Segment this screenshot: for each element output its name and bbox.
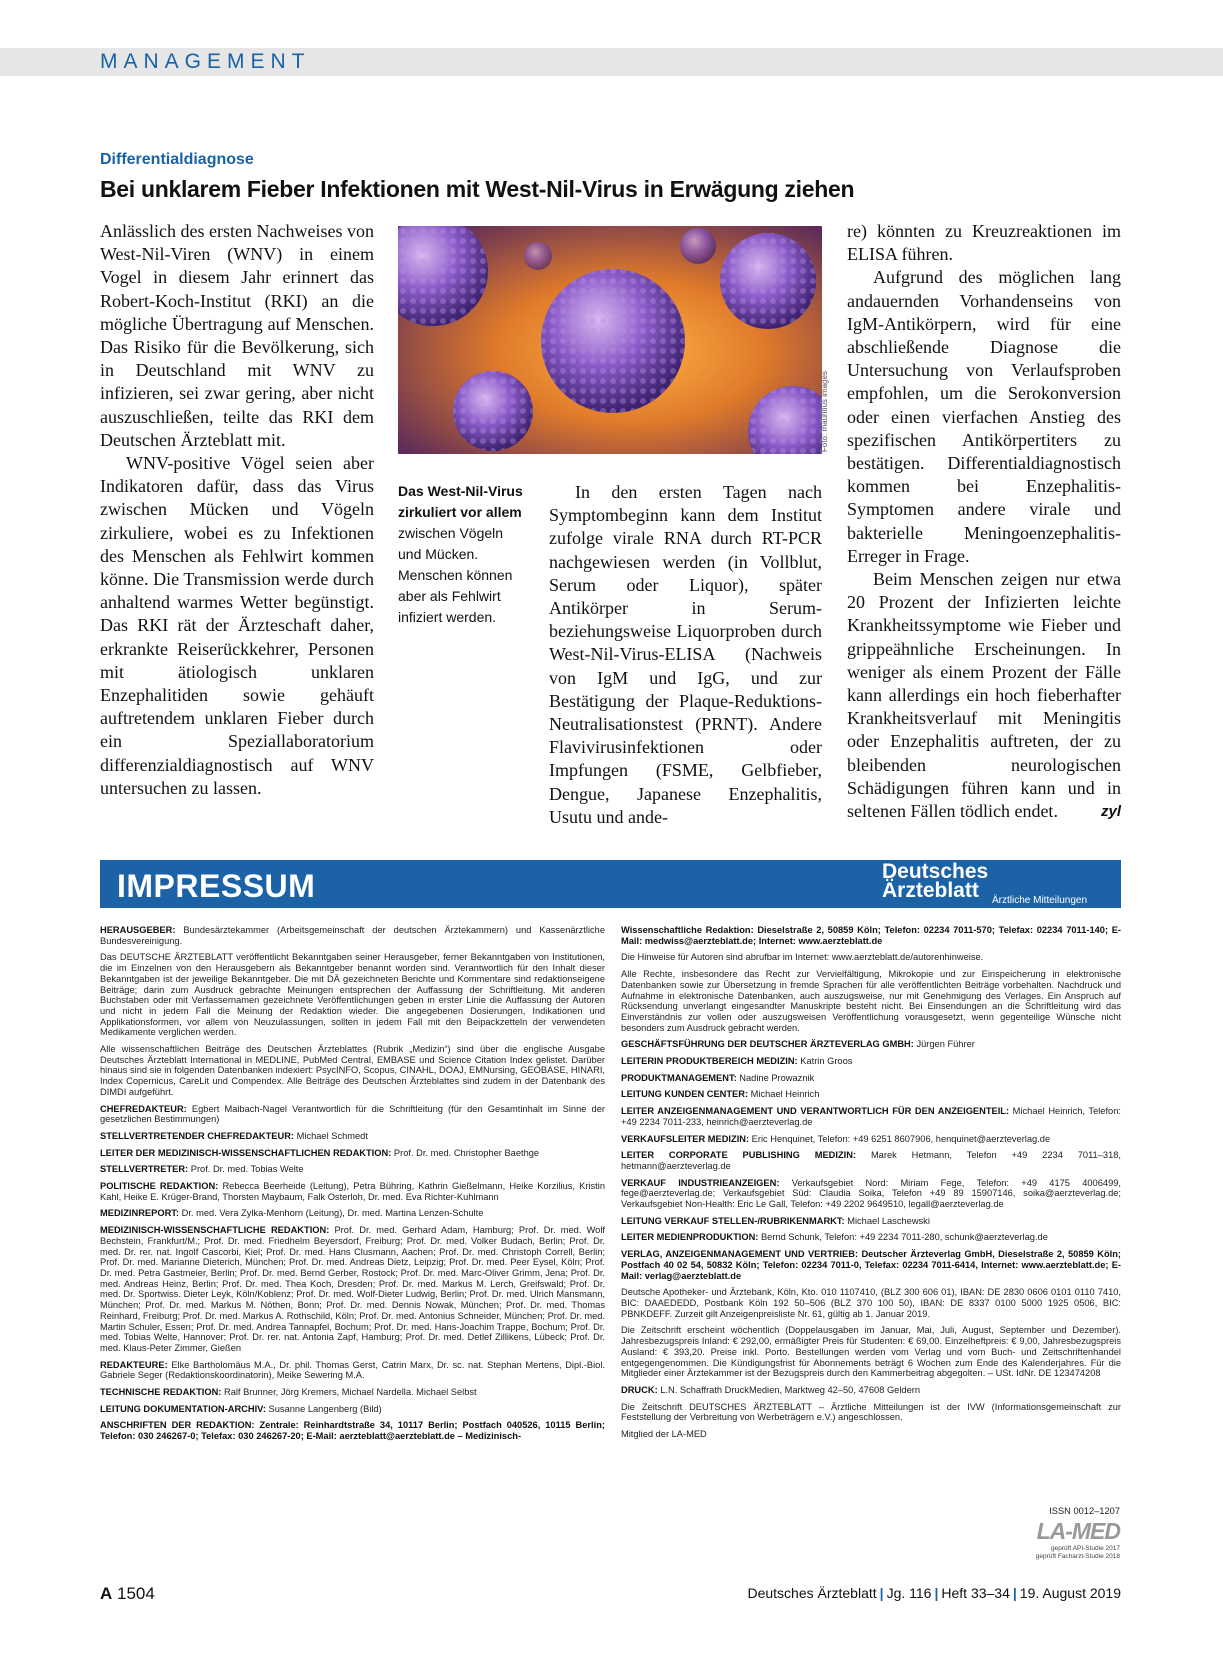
impressum-entry	[621, 1287, 1121, 1319]
impressum-entry-label: REDAKTEURE:	[100, 1359, 168, 1370]
impressum-entry	[621, 1385, 1121, 1396]
impressum-entry-text: Michael Heinrich	[748, 1089, 820, 1100]
impressum-entry-text: Bernd Schunk, Telefon: +49 2234 7011-280, schunk@aerzteverlag.de	[758, 1232, 1048, 1243]
impressum-entry-text: Elke Bartholomäus M.A., Dr. phil. Thomas Gerst, Catrin Marx, Dr. sc. nat. Stephan Mertens, Dipl.-Biol. Gabriele Seger (Redaktionskoordinatorin), Meike Sewering M.A.	[100, 1359, 605, 1381]
paragraph: Aufgrund des möglichen lang andauernden Vorhandenseins von IgM-Antikörpern, wird für eine abschließende Diagnose die Untersuchung von Verlaufsproben empfohlen, um die Serokonversion oder einen vierfachen Anstieg des spezifischen Antikörpertiters zu bestätigen. Differentialdiagnostisch kommen bei Enzephalitis-Symptomen andere virale und bakterielle Meningoenzephalitis-Erreger in Frage.	[847, 267, 1121, 566]
impressum-entry	[621, 925, 1121, 946]
paragraph: In den ersten Tagen nach Symptombeginn kann dem Institut zufolge virale RNA durch RT-PCR nachgewiesen werden (in Vollblut, Serum oder Liquor), später Antikörper in Serum- beziehungsweise Liquorproben durch West-Nil-Virus-ELISA (Nachweis von IgM und IgG, und zur Bestätigung der Plaque-Reduktions-Neutralisationstest (PRNT). Andere Flavivirusinfektionen oder Impfungen (FSME, Gelbfieber, Dengue, Japanese Enzephalitis, Usutu und ande-	[549, 482, 822, 827]
paragraph-text: Beim Menschen zeigen nur etwa 20 Prozent der Infizierten leichte Krankheitssymptome wie Fieber und grippeähnliche Erscheinungen. In weniger als einem Prozent der Fälle kann allerdings ein hoch fieberhafter Krankheitsverlauf mit Meningitis oder Enzephalitis auftreten, der zu bleibenden neurologischen Schädigungen führen kann und in seltenen Fällen tödlich endet.	[847, 569, 1121, 822]
issn: ISSN 0012–1207	[1049, 1506, 1120, 1516]
impressum-entry-label: GESCHÄFTSFÜHRUNG DER DEUTSCHER ÄRZTEVERLAG GMBH:	[621, 1039, 914, 1050]
impressum-entry-label: VERKAUFSLEITER MEDIZIN:	[621, 1133, 750, 1144]
impressum-entry-label: LEITUNG KUNDEN CENTER:	[621, 1089, 749, 1100]
impressum-entry-label: PRODUKTMANAGEMENT:	[621, 1072, 737, 1083]
impressum-entry-text: Michael Schmedt	[294, 1130, 368, 1141]
journal-logo	[882, 862, 988, 900]
impressum-entry	[621, 1073, 1121, 1084]
impressum-entry-text: Prof. Dr. med. Tobias Welte	[188, 1164, 304, 1175]
impressum-entry-text: Ralf Brunner, Jörg Kremers, Michael Nardella. Michael Selbst	[221, 1387, 477, 1398]
impressum-entry	[100, 1420, 605, 1441]
issue-info: Deutsches Ärzteblatt | Jg. 116 | Heft 33–34 | 19. August 2019	[747, 1585, 1121, 1601]
impressum-entry-text: Alle wissenschaftlichen Beiträge des Deutschen Ärzteblattes (Rubrik „Medizin“) sind über die englische Ausgabe Deutsches Ärzteblatt International in MEDLINE, PubMed Central, EMBASE und Science Citation Index gelistet. Darüber hinaus sind sie in folgenden Datenbanken indexiert: PsycINFO, Scopus, CINAHL, DOAJ, EMNursing, GEOBASE, HINARI, Index Copernicus, CareLit und Compendex. Alle Beiträge des Deutschen Ärzteblattes sind zudem in der Datenbank des DIMDI aufgeführt.	[100, 1044, 605, 1097]
impressum-entry	[100, 952, 605, 1038]
impressum-entry-text: Eric Henquinet, Telefon: +49 6251 8607906, henquinet@aerzteverlag.de	[749, 1133, 1051, 1144]
issue: Heft 33–34	[941, 1585, 1010, 1601]
impressum-entry	[621, 1216, 1121, 1227]
impressum-entry-text: Michael Heinrich, Telefon: +49 2234 7011-233, heinrich@aerzteverlag.de	[621, 1106, 1121, 1127]
impressum-entry-label: TECHNISCHE REDAKTION:	[100, 1387, 222, 1398]
impressum-title: IMPRESSUM	[117, 868, 316, 904]
impressum-entry	[100, 1148, 605, 1159]
lamed-subtitle-2: geprüft Facharzt-Studie 2018	[1035, 1553, 1120, 1560]
impressum-entry-label: STELLVERTRETER:	[100, 1164, 189, 1175]
impressum-entry-text: Jürgen Führer	[913, 1039, 975, 1050]
article-headline: Bei unklarem Fieber Infektionen mit West-Nil-Virus in Erwägung ziehen	[100, 176, 855, 202]
impressum-entry	[100, 1044, 605, 1098]
article-column-2	[549, 481, 822, 829]
impressum-entry-text: Deutsche Apotheker- und Ärztebank, Köln, Kto. 010 1107410, (BLZ 300 606 01), IBAN: DE 2830 0606 0101 0110 7410, BIC: DAAEDEDD, Postbank Köln 192 50–506 (BLZ 370 100 50), IBAN: DE 8337 0100 5000 1925 0506, BIC: PBNKDEFF. Zurzeit gilt Anzeigenpreisliste Nr. 61, gültig ab 1. Januar 2019.	[621, 1287, 1121, 1319]
impressum-entry-label: LEITUNG VERKAUF STELLEN-/RUBRIKENMARKT:	[621, 1215, 845, 1226]
impressum-entry	[100, 1208, 605, 1219]
impressum-entry	[621, 1249, 1121, 1281]
impressum-entry-label: CHEFREDAKTEUR:	[100, 1103, 187, 1114]
impressum-right-column	[621, 925, 1121, 1446]
impressum-entry-text: Michael Laschewski	[844, 1215, 930, 1226]
logo-subtitle: Ärztliche Mitteilungen	[992, 895, 1088, 906]
page-number	[100, 1584, 155, 1604]
lamed-badge	[1010, 1506, 1120, 1561]
impressum-entry-text: Katrin Groos	[797, 1056, 853, 1067]
impressum-entry-text: Rebecca Beerheide (Leitung), Petra Bühring, Kathrin Gießelmann, Heike Korzilius, Kristin Kahl, Heike E. Krüger-Brand, Thorsten Maybaum, Falk Osterloh, Dr. med. Eva Richter-Kuhlmann	[100, 1181, 605, 1202]
impressum-entry-text: Das DEUTSCHE ÄRZTEBLATT veröffentlicht Bekanntgaben seiner Herausgeber, ferner Bekanntgaben von Institutionen, die im Einzelnen von den Herausgebern als Bekanntgeber benannt worden sind. Verantwortlich für den Inhalt dieser Bekanntgaben ist der jeweilige Bekanntgeber. Die mit DÄ gezeichneten Berichte und Kommentare sind redaktionseigene Beiträge; darin zum Ausdruck gebrachte Meinungen entsprechen der Auffassung der Schriftleitung. Mit anderen Buchstaben oder mit Verfassernamen gezeichnete Veröffentlichungen geben in erster Linie die Auffassung der Autoren und nicht in jedem Fall die Meinung der Redaktion wieder. Die angegebenen Dosierungen, Indikationen und Applikationsformen, vor allem von Neuzulassungen, sollten in jedem Fall mit den Beipackzetteln der verwendeten Medikamente verglichen werden.	[100, 952, 605, 1038]
impressum-entry	[621, 1039, 1121, 1050]
virus-photo	[398, 226, 822, 454]
section-label: MANAGEMENT	[100, 50, 311, 73]
impressum-entry-label: VERLAG, ANZEIGENMANAGEMENT UND VERTRIEB: Deutscher Ärzteverlag GmbH, Dieselstraße 2, 50859 Köln; Postfach 40 02 54, 50832 Köln; Telefon: 02234 7011-0, Telefax: 02234 7011-6414, Internet: www.aerzteblatt.de; E-Mail: verlag@aerzteblatt.de	[621, 1249, 1121, 1281]
virus-illustration	[398, 226, 822, 454]
impressum-entry-text: Marek Hetmann, Telefon +49 2234 7011–318, hetmann@aerzteverlag.de	[621, 1150, 1121, 1171]
caption-bold: Das West-Nil-Virus zirkuliert vor allem	[398, 483, 523, 520]
volume: Jg. 116	[886, 1585, 932, 1601]
impressum-entry	[621, 1178, 1121, 1210]
impressum-entry-text: Susanne Langenberg (Bild)	[265, 1403, 382, 1414]
issue-date: 19. August 2019	[1019, 1585, 1121, 1601]
impressum-entry-text: Dr. med. Vera Zylka-Menhorn (Leitung), Dr. med. Martina Lenzen-Schulte	[179, 1208, 484, 1219]
impressum-entry-label: LEITER ANZEIGENMANAGEMENT UND VERANTWORTLICH FÜR DEN ANZEIGENTEIL:	[621, 1106, 1010, 1117]
impressum-entry-text: Prof. Dr. med. Christopher Baethge	[391, 1147, 540, 1158]
impressum-entry-label: LEITER DER MEDIZINISCH-WISSENSCHAFTLICHEN REDAKTION:	[100, 1147, 392, 1158]
impressum-entry-text: Die Zeitschrift erscheint wöchentlich (Doppelausgaben im Januar, Mai, Juli, August, September und Dezember). Jahresbezugspreis Inland: € 292,00, ermäßigter Preis für Studenten: € 69,00. Einzelheftpreis: € 9,00, Jahresbezugspreis Ausland: € 393,20. Preise inkl. Porto. Bestellungen werden vom Verlag und vom Buch- und Zeitschriftenhandel entgegengenommen. Die Kündigungsfrist für Abonnements beträgt 6 Wochen zum Ende des Kalenderjahres. Für die Mitglieder einer Ärztekammer ist der Bezugspreis durch den Kammerbeitrag abgegolten. – USt. IdNr. DE 123474208	[621, 1325, 1121, 1379]
page-prefix: A	[100, 1584, 113, 1603]
photo-caption	[398, 481, 528, 628]
lamed-subtitle	[1010, 1545, 1120, 1561]
impressum-entry	[621, 969, 1121, 1033]
paragraph: re) könnten zu Kreuzreaktionen im ELISA führen.	[847, 221, 1121, 265]
impressum-entry	[100, 1104, 605, 1125]
paragraph: WNV-positive Vögel seien aber Indikatoren dafür, dass das Virus zwischen Mücken und Vögeln zirkuliere, wobei es zu Infektionen des Menschen als Fehlwirt kommen könne. Die Transmission werde durch anhaltend warmes Wetter begünstigt. Das RKI rät der Ärzteschaft daher, erkrankte Reiserückkehrer, Personen mit ätiologisch unklaren Enzephalitiden sowie gehäuft auftretendem unklaren Fieber durch ein Speziallaboratorium differenzialdiagnostisch auf WNV untersuchen zu lassen.	[100, 453, 374, 798]
author-signature: zyl	[1100, 803, 1121, 821]
impressum-entry	[100, 1181, 605, 1202]
impressum-entry-label: POLITISCHE REDAKTION:	[100, 1181, 219, 1192]
impressum-entry	[621, 1089, 1121, 1100]
impressum-entry	[621, 1402, 1121, 1423]
impressum-entry-label: HERAUSGEBER:	[100, 925, 176, 935]
impressum-entry-label: LEITUNG DOKUMENTATION-ARCHIV:	[100, 1403, 266, 1414]
impressum-entry-label: Wissenschaftliche Redaktion: Dieselstraße 2, 50859 Köln; Telefon: 02234 7011-570; Telefax: 02234 7011-140; E-Mail: medwiss@aerzteblatt.de; Internet: www.aerzteblatt.de	[621, 925, 1121, 946]
impressum-entry	[621, 1232, 1121, 1243]
impressum-entry	[621, 1429, 1121, 1440]
caption-text: zwischen Vögeln und Mücken. Menschen können aber als Fehlwirt infiziert werden.	[398, 525, 513, 625]
impressum-entry	[621, 1134, 1121, 1145]
impressum-entry-label: MEDIZINISCH-WISSENSCHAFTLICHE REDAKTION:	[100, 1225, 330, 1236]
impressum-entry	[100, 1225, 605, 1353]
impressum-entry	[100, 1360, 605, 1381]
impressum-entry	[621, 1056, 1121, 1067]
impressum-entry-label: STELLVERTRETENDER CHEFREDAKTEUR:	[100, 1130, 295, 1141]
paragraph: Anlässlich des ersten Nachweises von West-Nil-Viren (WNV) in einem Vogel in diesem Jahr erinnert das Robert-Koch-Institut (RKI) an die mögliche Übertragung auf Menschen. Das Risiko für die Bevölkerung, sich in Deutschland mit WNV zu infizieren, sei zwar gering, aber nicht auszuschließen, teilte das RKI dem Deutschen Ärzteblatt mit.	[100, 221, 374, 450]
logo-line-1: Deutsches	[882, 860, 989, 883]
impressum-entry-text: Die Hinweise für Autoren sind abrufbar im Internet: www.aerzteblatt.de/autorenhinweise.	[621, 952, 984, 963]
impressum-entry	[621, 1106, 1121, 1127]
impressum-entry-text: L.N. Schaffrath DruckMedien, Marktweg 42–50, 47608 Geldern	[657, 1384, 921, 1395]
impressum-entry-text: Egbert Maibach-Nagel Verantwortlich für die Schriftleitung (für den Gesamtinhalt im Sinne der gesetzlichen Bestimmungen)	[100, 1103, 605, 1125]
impressum-entry-text: Die Zeitschrift DEUTSCHES ÄRZTEBLATT – Ärztliche Mitteilungen ist der IVW (Informationsgemeinschaft zur Feststellung der Verbreitung von Werbeträgern e.V.) angeschlossen.	[621, 1401, 1121, 1423]
impressum-entry-label: LEITER MEDIENPRODUKTION:	[621, 1232, 759, 1243]
impressum-entry-text: Mitglied der LA-MED	[621, 1429, 707, 1440]
impressum-entry-text: Prof. Dr. med. Gerhard Adam, Hamburg; Prof. Dr. med. Wolf Bechstein, Frankfurt/M.; Prof. Dr. med. Friedhelm Beyersdorf, Freiburg; Prof. Dr. med. Volker Budach, Berlin; Prof. Dr. med. Dr. rer. nat. Ingolf Cascorbi, Kiel; Prof. Dr. med. Hans Clusmann, Aachen; Prof. Dr. med. Christoph Correll, Berlin; Prof. Dr. med. Marianne Dieterich, München; Prof. Dr. med. Andreas Dietz, Leipzig; Prof. Dr. med. Peer Eysel, Köln; Prof. Dr. med. Petra Gastmeier, Berlin; Prof. Dr. med. Bernd Gerber, Rostock; Prof. Dr. med. Marc-Oliver Grimm, Jena; Prof. Dr. med. Andreas Heinz, Berlin; Prof. Dr. med. Thea Koch, Dresden; Prof. Dr. med. Markus M. Lerch, Greifswald; Prof. Dr. med. Dr. Sportwiss. Dieter Leyk, Köln/Koblenz; Prof. Dr. med. Wolf-Dieter Ludwig, Berlin; Prof. Dr. med. Ulrich Mansmann, München; Prof. Dr. med. Markus M. Nöthen, Bonn; Prof. Dr. med. Dennis Nowak, München; Prof. Dr. med. Thomas Reinhard, Freiburg; Prof. Dr. med. Markus A. Rothschild, Köln; Prof. Dr. med. Antonius Schneider, München; Prof. Dr. med. Martin Schuler, Essen; Prof. Dr. med. Andrea Tannapfel, Bochum; Prof. Dr. med. Hans-Joachim Trappe, Bochum; Prof. Dr. med. Tobias Welte, Hannover; Prof. Dr. rer. nat. Antonia Zapf, Hamburg; Prof. Dr. med. Detlef Zillikens, Lübeck; Prof. Dr. med. Klaus-Peter Zimmer, Gießen	[100, 1225, 605, 1353]
impressum-entry	[621, 1150, 1121, 1171]
impressum-entry-label: DRUCK:	[621, 1384, 658, 1395]
lamed-subtitle-1: geprüft API-Studie 2017	[1050, 1545, 1120, 1552]
impressum-entry-label: VERKAUF INDUSTRIEANZEIGEN:	[621, 1177, 780, 1188]
impressum-entry	[100, 1131, 605, 1142]
impressum-entry	[100, 1387, 605, 1398]
impressum-entry-text: Bundesärztekammer (Arbeitsgemeinschaft der deutschen Ärztekammern) und Kassenärztliche Bundesvereinigung.	[100, 925, 605, 946]
impressum-entry	[621, 952, 1121, 963]
impressum-entry-label: LEITERIN PRODUKTBEREICH MEDIZIN:	[621, 1056, 798, 1067]
page-number-value: 1504	[117, 1584, 155, 1603]
impressum-entry-text: Nadine Prowaznik	[736, 1072, 815, 1083]
lamed-logo: LA-MED	[1036, 1518, 1120, 1544]
impressum-entry	[100, 1164, 605, 1175]
impressum-entry-label: LEITER CORPORATE PUBLISHING MEDIZIN:	[621, 1150, 857, 1161]
paragraph	[847, 568, 1121, 823]
article-column-1	[100, 220, 374, 800]
impressum-entry-label: MEDIZINREPORT:	[100, 1208, 180, 1219]
article-kicker: Differentialdiagnose	[100, 151, 254, 168]
impressum-entry	[100, 925, 605, 946]
photo-credit: Foto: mauritius images	[820, 371, 829, 452]
impressum-entry-text: Verkaufsgebiet Nord: Miriam Fege, Telefon: +49 4175 4006499, fege@aerzteverlag.de; Verkaufsgebiet Süd: Claudia Soika, Telefon +49 89 15907146, soika@aerzteverlag.de; Verkaufsgebiet Non-Health: Eric Le Gall, Telefon: +49 2202 9649510, legall@aerzteverlag.de	[621, 1177, 1121, 1210]
journal-name: Deutsches Ärzteblatt	[747, 1585, 877, 1601]
impressum-entry	[100, 1404, 605, 1415]
logo-line-2: Ärzteblatt	[882, 879, 979, 902]
impressum-left-column	[100, 925, 605, 1448]
impressum-entry-text: Alle Rechte, insbesondere das Recht zur Vervielfältigung, Mikrokopie und zur Einspeicherung in elektronische Datenbanken sowie zur Übersetzung in fremde Sprachen für alle veröffentlichten Beiträge vorbehalten. Nachdruck und Aufnahme in elektronische Datenbanken, auch auszugsweise, nur mit Genehmigung des Verlages. Ein Anspruch auf Rücksendung unverlangt eingesandter Manuskripte besteht nicht. Bei Einsendungen an die Schriftleitung wird das Einverständnis zur vollen oder auszugsweisen Veröffentlichung vorausgesetzt, wenn gegenteilige Wünsche nicht besonders zum Ausdruck gebracht werden.	[621, 969, 1121, 1033]
impressum-entry-label: ANSCHRIFTEN DER REDAKTION: Zentrale: Reinhardtstraße 34, 10117 Berlin; Postfach 040526, 10115 Berlin; Telefon: 030 246267-0; Telefax: 030 246267-20; E-Mail: aerzteblatt@aerzteblatt.de – Medizinisch-	[100, 1420, 605, 1442]
article-column-3	[847, 220, 1121, 823]
impressum-entry	[621, 1325, 1121, 1379]
